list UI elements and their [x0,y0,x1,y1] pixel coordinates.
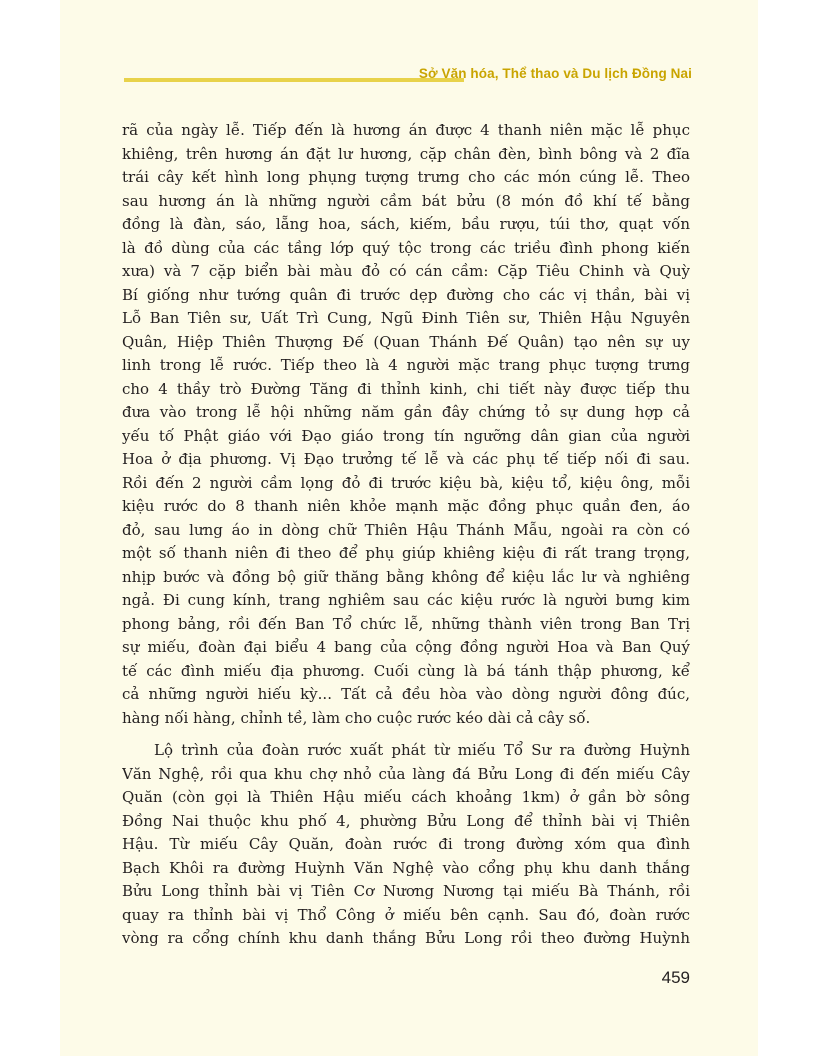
text-line: Quăn (còn gọi là Thiên Hậu miếu cách khoảng 1km) ở gần bờ sông [122,788,690,806]
text-line: Lộ trình của đoàn rước xuất phát từ miếu Tổ Sư ra đường Huỳnh [154,741,690,759]
text-line: yếu tố Phật giáo với Đạo giáo trong tín ngưỡng dân gian của người [122,426,690,445]
text-line: đỏ, sau lưng áo in dòng chữ Thiên Hậu Thánh Mẫu, ngoài ra còn có [122,520,690,539]
text-line: là đồ dùng của các tầng lớp quý tộc trong các triều đình phong kiến [122,238,690,257]
text-line: Bửu Long thỉnh bài vị Tiên Cơ Nương Nương tại miếu Bà Thánh, rồi [122,882,690,900]
text-line: một số thanh niên đi theo để phụ giúp khiêng kiệu đi rất trang trọng, [122,544,690,562]
text-line: kiệu rước do 8 thanh niên khỏe mạnh mặc đồng phục quần đen, áo [122,497,690,515]
text-line: sau hương án là những người cầm bát bửu (8 món đồ khí tế bằng [122,191,690,210]
body-text [122,119,690,951]
text-line: Quân, Hiệp Thiên Thượng Đế (Quan Thánh Đế Quân) tạo nên sự uy [122,332,690,351]
text-line: đưa vào trong lễ hội những năm gần đây chứng tỏ sự dung hợp cả [122,403,690,421]
text-line: Đồng Nai thuộc khu phố 4, phường Bửu Long để thỉnh bài vị Thiên [122,811,690,830]
text-line: sự miếu, đoàn đại biểu 4 bang của cộng đồng người Hoa và Ban Quý [122,638,690,656]
text-line: Hoa ở địa phương. Vị Đạo trưởng tế lễ và các phụ tế tiếp nối đi sau. [122,450,690,468]
text-line: Văn Nghệ, rồi qua khu chợ nhỏ của làng đá Bửu Long đi đến miếu Cây [122,764,690,783]
paragraph-2 [122,739,690,951]
text-line: đồng là đàn, sáo, lẵng hoa, sách, kiếm, bầu rượu, túi thơ, quạt vốn [122,215,690,233]
header-rule [124,78,464,82]
text-line: tế các đình miếu địa phương. Cuối cùng là bá tánh thập phương, kể [122,661,690,680]
text-line: hàng nối hàng, chỉnh tề, làm cho cuộc rước kéo dài cả cây số. [122,708,591,727]
text-line: trái cây kết hình long phụng tượng trưng cho các món cúng lễ. Theo [122,168,690,186]
text-line: Lỗ Ban Tiên sư, Uất Trì Cung, Ngũ Đinh Tiên sư, Thiên Hậu Nguyên [122,309,690,327]
text-line: Bạch Khôi ra đường Huỳnh Văn Nghệ vào cổng phụ khu danh thắng [122,858,690,877]
text-line: cả những người hiếu kỳ... Tất cả đều hòa vào dòng người đông đúc, [122,685,690,703]
text-line: Bí giống như tướng quân đi trước dẹp đường cho các vị thần, bài vị [122,285,690,304]
paragraph-1 [122,119,690,730]
book-page [60,0,758,1056]
text-line: Rồi đến 2 người cầm lọng đỏ đi trước kiệu bà, kiệu tổ, kiệu ông, mỗi [122,473,690,492]
text-line: xưa) và 7 cặp biển bài màu đỏ có cán cầm: Cặp Tiêu Chinh và Quỳ [122,262,690,280]
text-line: quay ra thỉnh bài vị Thổ Công ở miếu bên cạnh. Sau đó, đoàn rước [122,905,690,924]
running-header: Sở Văn hóa, Thể thao và Du lịch Đồng Nai [418,66,692,81]
text-line: ngả. Đi cung kính, trang nghiêm sau các kiệu rước là người bưng kim [122,591,690,609]
text-line: rã của ngày lễ. Tiếp đến là hương án được 4 thanh niên mặc lễ phục [122,121,690,139]
page-number: 459 [661,968,690,987]
text-line: Hậu. Từ miếu Cây Quăn, đoàn rước đi trong đường xóm qua đình [122,835,690,853]
text-line: khiêng, trên hương án đặt lư hương, cặp chân đèn, bình bông và 2 đĩa [122,144,690,163]
text-line: vòng ra cổng chính khu danh thắng Bửu Long rồi theo đường Huỳnh [122,929,690,947]
text-line: cho 4 thầy trò Đường Tăng đi thỉnh kinh, chi tiết này được tiếp thu [122,379,690,398]
text-line: linh trong lễ rước. Tiếp theo là 4 người mặc trang phục tượng trưng [122,356,690,374]
text-line: phong bảng, rồi đến Ban Tổ chức lễ, những thành viên trong Ban Trị [122,614,690,633]
text-line: nhịp bước và đồng bộ giữ thăng bằng không để kiệu lắc lư và nghiêng [122,567,690,586]
